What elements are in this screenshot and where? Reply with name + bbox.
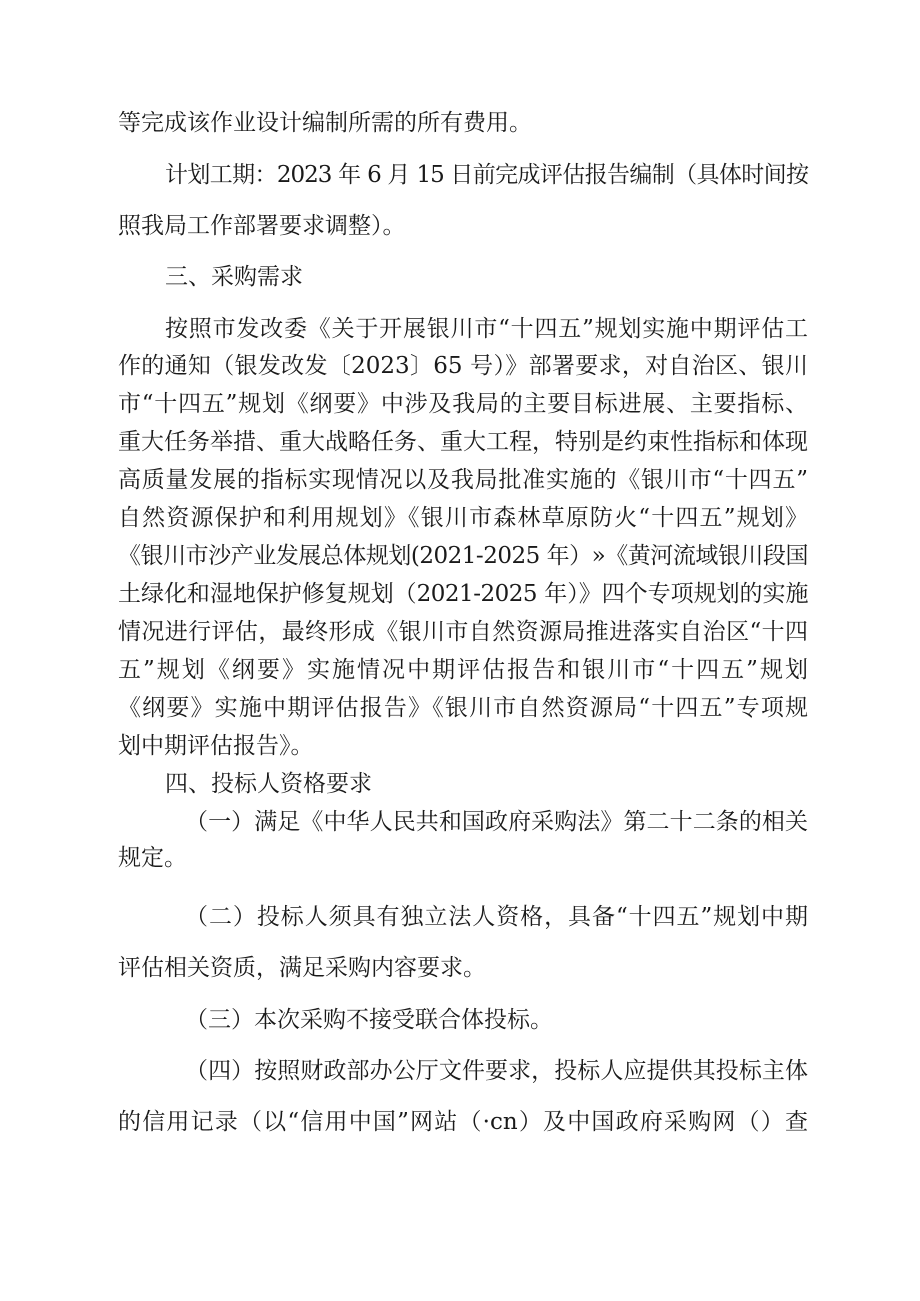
text-line: 的信用记录（以“信用中国”网站（·cn）及中国政府采购网（）查: [118, 1109, 808, 1135]
text-line: 自然资源保护和利用规划》《银川市森林草原防火“十四五”规划》: [118, 505, 808, 531]
section-heading: 四、投标人资格要求: [165, 771, 372, 797]
text-line: 土绿化和湿地保护修复规划（2021-2025 年）》四个专项规划的实施: [118, 581, 808, 607]
text-line: （四）按照财政部办公厅文件要求，投标人应提供其投标主体: [185, 1058, 808, 1084]
text-line: 等完成该作业设计编制所需的所有费用。: [118, 110, 532, 136]
text-line: 市“十四五”规划《纲要》中涉及我局的主要目标进展、主要指标、: [118, 391, 808, 417]
text-line: 规定。: [118, 845, 187, 871]
text-line: （一）满足《中华人民共和国政府采购法》第二十二条的相关: [185, 809, 808, 835]
text-line: 高质量发展的指标实现情况以及我局批准实施的《银川市“十四五”: [118, 467, 808, 493]
text-line: 作的通知（银发改发〔2023〕65 号）》部署要求，对自治区、银川: [118, 353, 808, 379]
text-line: 五”规划《纲要》实施情况中期评估报告和银川市“十四五”规划: [118, 657, 808, 683]
text-line: 《纲要》实施中期评估报告》《银川市自然资源局“十四五”专项规: [118, 695, 808, 721]
text-line: （二）投标人须具有独立法人资格，具备“十四五”规划中期: [185, 904, 808, 930]
text-line: 《银川市沙产业发展总体规划(2021-2025 年）»《黄河流域银川段国: [118, 543, 808, 569]
text-line: 评估相关资质，满足采购内容要求。: [118, 955, 486, 981]
text-line: 计划工期：2023 年 6 月 15 日前完成评估报告编制（具体时间按: [165, 162, 808, 188]
text-line: 重大任务举措、重大战略任务、重大工程，特别是约束性指标和体现: [118, 429, 808, 455]
text-line: 照我局工作部署要求调整）。: [118, 213, 406, 239]
text-line: 按照市发改委《关于开展银川市“十四五”规划实施中期评估工: [165, 316, 808, 342]
text-line: （三）本次采购不接受联合体投标。: [185, 1007, 553, 1033]
text-line: 情况进行评估，最终形成《银川市自然资源局推进落实自治区“十四: [118, 619, 808, 645]
section-heading: 三、采购需求: [165, 264, 303, 290]
text-line: 划中期评估报告》。: [118, 733, 314, 759]
